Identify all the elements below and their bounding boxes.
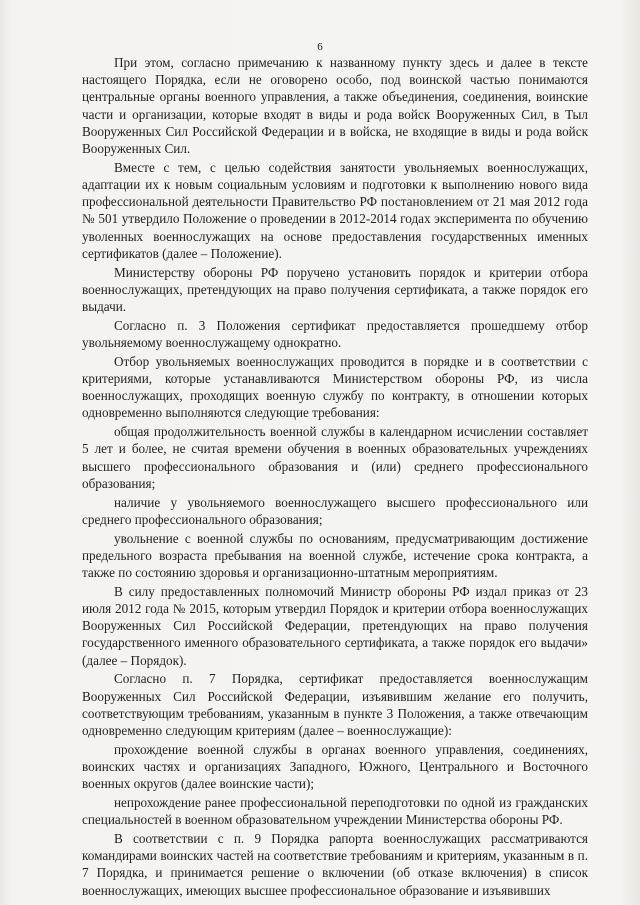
paragraph: Согласно п. 7 Порядка, сертификат предоставляется военнослужащим Вооруженных Сил Российской Федерации, изъявившим желание его получить, соответствующим требованиям, указанным в пункте 3 Положения, а также отвечающим одновременно следующим критериям (далее – военнослужащие): — [82, 671, 588, 739]
paragraph: В силу предоставленных полномочий Министр обороны РФ издал приказ от 23 июля 2012 года № 2015, которым утвердил Порядок и критерии отбора военнослужащих Вооруженных Сил Российской Федерации, претендующих на право получения государственного именного образовательного сертификата, а также порядок его выдачи» (далее – Порядок). — [82, 583, 588, 668]
document-body — [82, 54, 588, 899]
paragraph: Согласно п. 3 Положения сертификат предоставляется прошедшему отбор увольняемому военнослужащему однократно. — [82, 317, 588, 351]
list-paragraph: наличие у увольняемого военнослужащего высшего профессионального или среднего профессионального образования; — [82, 494, 588, 527]
page-number: 6 — [317, 41, 323, 53]
paragraph: При этом, согласно примечанию к названному пункту здесь и далее в тексте настоящего Порядка, если не оговорено особо, под воинской частью понимаются центральные органы военного управления, а также объединения, соединения, воинские части и организации, которые входят в виды и рода войск Вооруженных Сил, в Тыл Вооруженных Сил Российской Федерации и в войска, не входящие в виды и рода войск Вооруженных Сил. — [82, 55, 588, 157]
list-paragraph: общая продолжительность военной службы в календарном исчислении составляет 5 лет и более, не считая времени обучения в военных образовательных учреждениях высшего профессионального образования и (или) среднего профессионального образования; — [82, 424, 588, 491]
paragraph: Министерству обороны РФ поручено установить порядок и критерии отбора военнослужащих, претендующих на право получения сертификата, а также порядок его выдачи. — [82, 264, 588, 315]
paragraph: Вместе с тем, с целью содействия занятости увольняемых военнослужащих, адаптации их к новым социальным условиям и подготовки к выполнению нового вида профессиональной деятельности Правительство РФ постановлением от 21 мая 2012 года № 501 утвердило Положение о проведении в 2012-2014 годах эксперимента по обучению уволенных военнослужащих на основе предоставления государственных именных сертификатов (далее – Положение). — [82, 159, 588, 261]
paragraph: Отбор увольняемых военнослужащих проводится в порядке и в соответствии с критериями, которые устанавливаются Министерством обороны РФ, из числа военнослужащих, проходящих военную службу по контракту, в отношении которых одновременно выполняются следующие требования: — [82, 353, 588, 421]
list-paragraph: непрохождение ранее профессиональной переподготовки по одной из гражданских специальностей в военном образовательном учреждении Министерства обороны РФ. — [82, 795, 588, 828]
list-paragraph: увольнение с военной службы по основаниям, предусматривающим достижение предельного возраста пребывания на военной службе, истечение срока контракта, а также по состоянию здоровья и организационно-штатным мероприятиям. — [82, 530, 588, 581]
list-paragraph: прохождение военной службы в органах военного управления, соединениях, воинских частях и организациях Западного, Южного, Центрального и Восточного военных округов (далее воинские части); — [82, 741, 588, 792]
paragraph: В соответствии с п. 9 Порядка рапорта военнослужащих рассматриваются командирами воинских частей на соответствие требованиям и критериям, указанным в п. 7 Порядка, и принимается решение о включении (об отказе включения) в список военнослужащих, имеющих высшее профессиональное образование и изъявивших — [82, 831, 588, 898]
